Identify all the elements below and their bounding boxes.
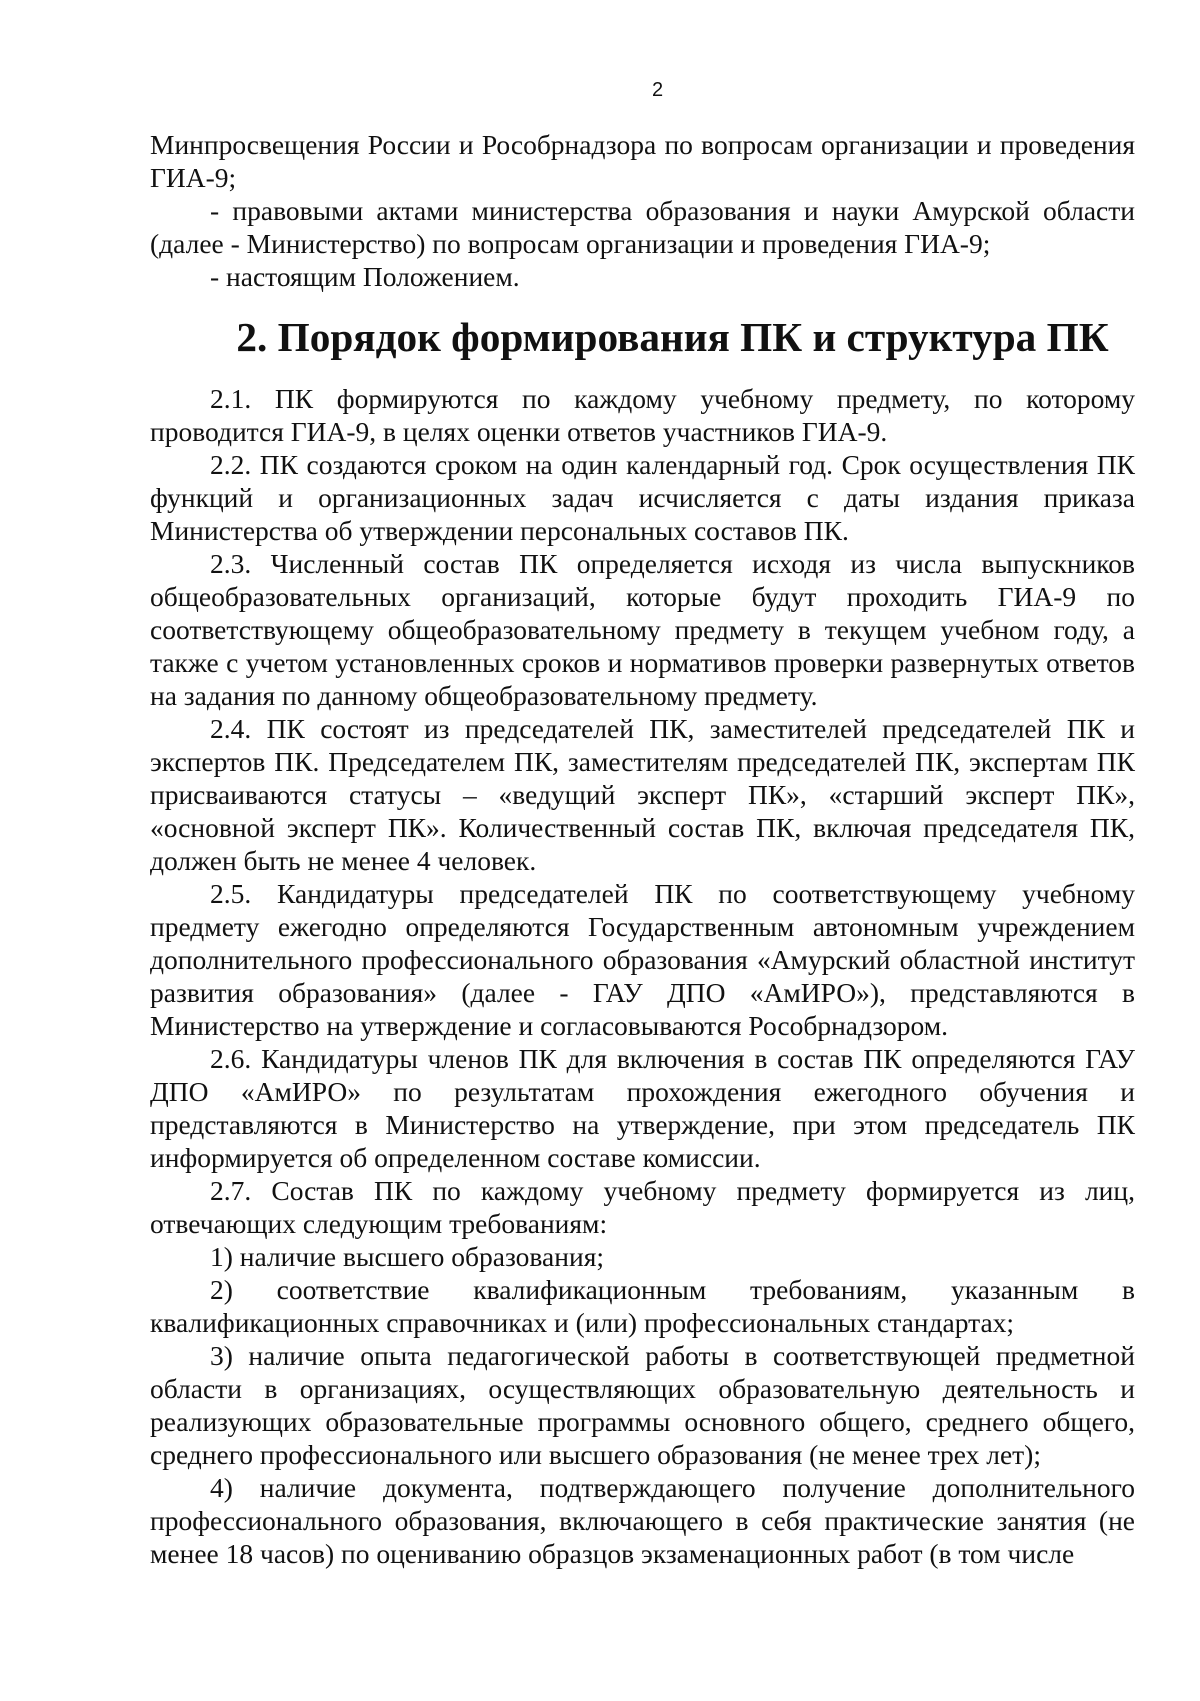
- requirement-3: 3) наличие опыта педагогической работы в соответствующей предметной области в организациях, осуществляющих образовательную деятельность и реализующих образовательные программы основного общего, среднего общего, среднего профессионального или высшего образования (не менее трех лет);: [150, 1340, 1135, 1470]
- paragraph-2-1: 2.1. ПК формируются по каждому учебному предмету, по которому проводится ГИА-9, в целях оценки ответов участников ГИА-9.: [150, 383, 1135, 447]
- section-heading: 2. Порядок формирования ПК и структура ПК: [236, 314, 1109, 360]
- requirement-1: 1) наличие высшего образования;: [210, 1241, 604, 1272]
- paragraph-continuation: Минпросвещения России и Рособрнадзора по вопросам организации и проведения ГИА-9;: [150, 129, 1135, 193]
- paragraph-2-3: 2.3. Численный состав ПК определяется исходя из числа выпускников общеобразовательных организаций, которые будут проходить ГИА-9 по соответствующему общеобразовательному предмету в текущем учебном году, а также с учетом установленных сроков и нормативов проверки развернутых ответов на задания по данному общеобразовательному предмету.: [150, 548, 1135, 711]
- paragraph-2-4: 2.4. ПК состоят из председателей ПК, заместителей председателей ПК и экспертов ПК. Председателем ПК, заместителям председателей ПК, экспертам ПК присваиваются статусы – «ведущий эксперт ПК», «старший эксперт ПК», «основной эксперт ПК». Количественный состав ПК, включая председателя ПК, должен быть не менее 4 человек.: [150, 713, 1135, 876]
- page-number: 2: [651, 79, 664, 101]
- paragraph-legal-acts: - правовыми актами министерства образования и науки Амурской области (далее - Министерство) по вопросам организации и проведения ГИА-9;: [150, 195, 1135, 259]
- requirement-2: 2) соответствие квалификационным требованиям, указанным в квалификационных справочниках и (или) профессиональных стандартах;: [150, 1274, 1135, 1338]
- paragraph-this-regulation: - настоящим Положением.: [210, 261, 520, 292]
- paragraph-2-6: 2.6. Кандидатуры членов ПК для включения в состав ПК определяются ГАУ ДПО «АмИРО» по результатам прохождения ежегодного обучения и представляются в Министерство на утверждение, при этом председатель ПК информируется об определенном составе комиссии.: [150, 1043, 1135, 1173]
- paragraph-2-5: 2.5. Кандидатуры председателей ПК по соответствующему учебному предмету ежегодно определяются Государственным автономным учреждением дополнительного профессионального образования «Амурский областной институт развития образования» (далее - ГАУ ДПО «АмИРО»), представляются в Министерство на утверждение и согласовываются Рособрнадзором.: [150, 878, 1135, 1041]
- requirement-4: 4) наличие документа, подтверждающего получение дополнительного профессионального образования, включающего в себя практические занятия (не менее 18 часов) по оцениванию образцов экзаменационных работ (в том числе: [150, 1472, 1135, 1569]
- paragraph-2-7: 2.7. Состав ПК по каждому учебному предмету формируется из лиц, отвечающих следующим требованиям:: [150, 1175, 1135, 1239]
- paragraph-2-2: 2.2. ПК создаются сроком на один календарный год. Срок осуществления ПК функций и организационных задач исчисляется с даты издания приказа Министерства об утверждении персональных составов ПК.: [150, 449, 1135, 546]
